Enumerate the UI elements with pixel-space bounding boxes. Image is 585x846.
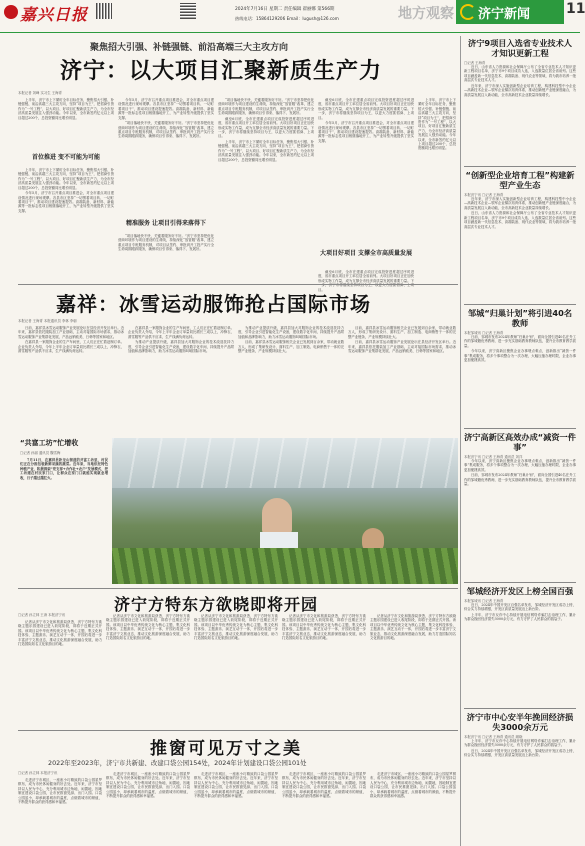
divider xyxy=(464,304,576,305)
jiaxiang-col3: 为推动产业提质升级，嘉祥县加大对服饰企业的技术改造扶持力度，引导企业引进智能化生产设备，建设数字化车间，持续提升产品附加值和品牌影响力，助力冰雪运动服饰叫响国际市场。 目前，嘉祥县冰雪运动服饰相关企业已发展到百余家，带动就业数万人，形成了集研发设计、面料生产、加工制造、电商销售于一体的完整产业链条，产业规模持续壮大。 xyxy=(238,326,344,354)
divider xyxy=(464,428,576,429)
dongfang-col3: 记者从济宁市文化和旅游局获悉，济宁方特东方欲晓主题乐园建设已进入收尾阶段，即将于近期正式开园。该项目以中华优秀传统文化为核心主题，集文化科技体验、主题游乐、演艺互动于一体，开园后将进一步丰富济宁文旅业态，推动文化旅游深度融合发展，助力打造国际知名文化旅游目的地。 xyxy=(194,614,278,641)
park-col1: 走进济宁市城区，一座座小巧精致的口袋公园星罗棋布，成为市民休闲健身的好去处。近年来，济宁市坚持以人民为中心，充分利用城市边角地、闲置地，因地制宜建设口袋公园，让市民推窗见绿、出门入园。口袋公园虽小，却承载着城市的温度，点缀着城市的颜值，不断提升群众的获得感和幸福感。 xyxy=(18,778,102,805)
sidebar-byline: □记者 王海青 xyxy=(464,61,486,65)
sidebar-title: 邹城“归巢计划”将引进40名教师 xyxy=(467,308,573,328)
divider xyxy=(18,284,458,285)
section-badge xyxy=(456,0,564,24)
sidebar-item-1 xyxy=(464,38,576,164)
divider xyxy=(18,730,458,731)
date-line: 2024年7月16日 星期二 责任编辑 翟丽娜 第566期 xyxy=(235,7,335,12)
lead-subhead-2: 精准服务 让项目引得来落得下 xyxy=(125,220,207,227)
sidebar-body: 近年来，济宁市深入实施创新型企业培育工程，构建科技型中小企业—高新技术企业—领军企业梯次培育体系，推动创新链产业链深度融合，为高质量发展注入新动能，全市高新技术企业数量持续增长。 近日，山东省人力资源和社会保障厅公布了全省专业技术人才知识更新工程项目名单，济宁市9个项目成功入选，入选数量位居全省前列。这些项目涵盖新一代信息技术、高端装备、现代农业等领域，将为我市培养一批高层次专业技术人才。 xyxy=(464,197,576,229)
dongfang-headline: 济宁方特东方欲晓即将开园 xyxy=(114,595,319,614)
greenhouse-photo xyxy=(112,438,458,584)
lead-col2: 今年5月，济宁市召开重点项目推进会，对全市重点项目建设情况进行现场观摩。各县市区坚持“一切围着项目转、一切盯着项目干”，推动项目建设提速提效。高端装备、新材料、新能源等一批标志性项目相继落地开工，为产业转型升级提供了坚实支撑。 “项目落地快不快，关键看服务好不好。”济宁市坚持把优化营商环境作为项目建设的生命线，持续深化“放管服”改革，建立重点项目专班服务机制，对项目从签约、审批到开工投产实行全生命周期跟踪服务，确保项目引得来、落得下、发展好。 xyxy=(118,98,214,139)
sidebar-byline: 本报邹城讯 □记者 王海青 xyxy=(464,331,504,335)
jiaxiang-col4: 目前，嘉祥县冰雪运动服饰相关企业已发展到百余家，带动就业数万人，形成了集研发设计、面料生产、加工制造、电商销售于一体的完整产业链条，产业规模持续壮大。 日前，嘉祥县冰雪运动服饰产业发展论坛在县经济开发区举行。近年来，嘉祥县依托服装加工产业基础，主动对接国际市场需求，推动冰雪运动服饰产业集群化发展，产品远销欧美、日韩等国家和地区。 xyxy=(348,326,456,354)
sidebar-body: 近日，山东省人力资源和社会保障厅公布了全省专业技术人才知识更新工程项目名单，济宁市9个项目成功入选，入选数量位居全省前列。这些项目涵盖新一代信息技术、高端装备、现代农业等领域，将为我市培养一批高层次专业技术人才。 近年来，济宁市深入实施创新型企业培育工程，构建科技型中小企业—高新技术企业—领军企业梯次培育体系，推动创新链产业链深度融合，为高质量发展注入新动能，全市高新技术企业数量持续增长。 xyxy=(464,65,576,97)
greenhouse-byline: □记者 孙丽 通讯员 魏雪梅 xyxy=(20,451,61,455)
sidebar-body: 近日，2024年中国开发区百强名单发布，邹城经济开发区成功上榜，综合实力持续增强，开发区高质量发展迈上新台阶。 上半年，济宁市反诈中心持续开展电信网络诈骗打击治理工作，累计为群众挽回经济损失3000余万元，有力守护了人民群众的钱袋子。 xyxy=(464,603,576,622)
lead-subhead-3: 大项目好项目 支撑全市高质量发展 xyxy=(319,250,413,257)
sidebar-border xyxy=(460,36,461,846)
sidebar-item-6 xyxy=(464,712,576,844)
sidebar-title: 济宁市中心安半年挽回经济损失3000余万元 xyxy=(466,712,574,732)
greenhouse-body: 7月11日，在嘉祥县卧龙山街道的共富工坊里，村民们正在分拣包装新鲜采摘的蔬菜。近年来，当地依托特色种植产业，积极探索“党支部+合作社+农户”发展模式，把工坊建在村民家门口，让群众在家门口就能实现就业增收，日子越过越红火。 xyxy=(20,458,108,480)
sidebar-item-4 xyxy=(464,432,576,578)
sidebar-byline: 本报邹城讯 □记者 王海青 xyxy=(464,599,504,603)
park-headline: 推窗可见万寸之美 xyxy=(150,739,302,759)
lead-col2b: “项目落地快不快，关键看服务好不好。”济宁市坚持把优化营商环境作为项目建设的生命线，持续深化“放管服”改革，建立重点项目专班服务机制，对项目从签约、审批到开工投产实行全生命周期跟踪服务，确保项目引得来、落得下、发展好。 xyxy=(118,234,214,252)
jiaxiang-headline: 嘉祥：冰雪运动服饰抢占国际市场 xyxy=(56,292,371,316)
divider xyxy=(464,582,576,583)
masthead xyxy=(0,0,585,36)
masthead-rule xyxy=(0,32,580,33)
park-col5: 走进济宁市城区，一座座小巧精致的口袋公园星罗棋布，成为市民休闲健身的好去处。近年来，济宁市坚持以人民为中心，充分利用城市边角地、闲置地，因地制宜建设口袋公园，让市民推窗见绿、出门入园。口袋公园虽小，却承载着城市的温度，点缀着城市的颜值，不断提升群众的获得感和幸福感。 xyxy=(370,772,456,799)
contact-line: 热线电话：15864129206 Email：lugush@126.com xyxy=(235,16,339,21)
swirl-icon xyxy=(460,4,476,20)
park-col4: 走进济宁市城区，一座座小巧精致的口袋公园星罗棋布，成为市民休闲健身的好去处。近年来，济宁市坚持以人民为中心，充分利用城市边角地、闲置地，因地制宜建设口袋公园，让市民推窗见绿、出门入园。口袋公园虽小，却承载着城市的温度，点缀着城市的颜值，不断提升群众的获得感和幸福感。 xyxy=(282,772,366,799)
crop-rows xyxy=(112,548,458,584)
greenhouse-title: “共富工坊”忙增收 xyxy=(20,439,79,447)
lead-col1b: 上半年，济宁市上下紧盯全年目标任务，聚焦招大引强、补链强链、前沿高端三大主攻方向，坚持“项目为王”，把招商引资作为“一号工程”，以大项目、好项目汇聚新质生产力，为全市经济高质量发展注入强劲动能。今年以来，全市新签约亿元以上项目超过200个，总投资额同比增长明显。 今年5月，济宁市召开重点项目推进会，对全市重点项目建设情况进行现场观摩。各县市区坚持“一切围着项目转、一切盯着项目干”，推动项目建设提速提效。高端装备、新材料、新能源等一批标志性项目相继落地开工，为产业转型升级提供了坚实支撑。 xyxy=(18,168,114,213)
dongfang-col5: 记者从济宁市文化和旅游局获悉，济宁方特东方欲晓主题乐园建设已进入收尾阶段，即将于近期正式开园。该项目以中华优秀传统文化为核心主题，集文化科技体验、主题游乐、演艺互动于一体，开园后将进一步丰富济宁文旅业态，推动文化旅游深度融合发展，助力打造国际知名文化旅游目的地。 xyxy=(370,614,456,641)
divider xyxy=(18,588,458,589)
sidebar-title: “创新型企业培育工程”构建新型产业生态 xyxy=(465,170,575,190)
sidebar-title: 济宁9项目入选省专业技术人才知识更新工程 xyxy=(468,38,572,58)
qr-code xyxy=(180,3,196,19)
dongfang-col1: 记者从济宁市文化和旅游局获悉，济宁方特东方欲晓主题乐园建设已进入收尾阶段，即将于近期正式开园。该项目以中华优秀传统文化为核心主题，集文化科技体验、主题游乐、演艺互动于一体，开园后将进一步丰富济宁文旅业态，推动文化旅游深度融合发展，助力打造国际知名文化旅游目的地。 xyxy=(18,620,102,647)
lead-col4: 截至6月底，全市在建重点项目完成投资进度超过序时进度，省市重点项目开工率位居全省前列。大项目好项目正在加快形成实物工作量，成为支撑全市经济高质量发展的重要力量。下一步，济宁市将继续坚持项目为王，以更大力度抓招商、上项目。 今年5月，济宁市召开重点项目推进会，对全市重点项目建设情况进行现场观摩。各县市区坚持“一切围着项目转、一切盯着项目干”，推动项目建设提速提效。高端装备、新材料、新能源等一批标志性项目相继落地开工，为产业转型升级提供了坚实支撑。 xyxy=(318,98,414,143)
page-number: 11 xyxy=(566,1,585,17)
dongfang-col2: 记者从济宁市文化和旅游局获悉，济宁方特东方欲晓主题乐园建设已进入收尾阶段，即将于近期正式开园。该项目以中华优秀传统文化为核心主题，集文化科技体验、主题游乐、演艺互动于一体，开园后将进一步丰富济宁文旅业态，推动文化旅游深度融合发展，助力打造国际知名文化旅游目的地。 xyxy=(106,614,190,641)
sidebar-body: 上半年，济宁市反诈中心持续开展电信网络诈骗打击治理工作，累计为群众挽回经济损失3000余万元，有力守护了人民群众的钱袋子。 近日，2024年中国开发区百强名单发布，邹城经济开发区成功上榜，综合实力持续增强，开发区高质量发展迈上新台阶。 xyxy=(464,739,576,758)
sidebar-body: 日前，邹城市发布2024年教师“归巢计划”，面向全国引进40名在外工作的邹城籍优秀教师，进一步充实基础教育教师队伍，提升全市教育教学质量。 今年以来，济宁高新区聚焦企业办事堵点难点，创新推出“减资一件事”集成服务，将多个事项整合为一次办理，大幅压缩办理时限，企业办事更加便捷高效。 xyxy=(464,335,576,363)
park-deck: 2022年至2023年，济宁市共新建、改建口袋公园154处，2024年计划建设口袋公园101处 xyxy=(48,759,307,767)
lead-col1: 上半年，济宁市上下紧盯全年目标任务，聚焦招大引强、补链强链、前沿高端三大主攻方向，坚持“项目为王”，把招商引资作为“一号工程”，以大项目、好项目汇聚新质生产力，为全市经济高质量发展注入强劲动能。今年以来，全市新签约亿元以上项目超过200个，总投资额同比增长明显。 xyxy=(18,98,114,120)
sidebar-item-2 xyxy=(464,170,576,296)
section-label: 地方观察 xyxy=(398,6,454,22)
divider xyxy=(464,166,576,167)
dongfang-byline: □记者 孙立林 王涛 本报济宁讯 xyxy=(18,613,66,617)
sidebar-byline: 本报济宁讯 □记者 王海青 通讯员 刘洋 xyxy=(464,455,523,459)
lead-headline: 济宁：以大项目汇聚新质生产力 xyxy=(60,59,383,84)
park-col2: 走进济宁市城区，一座座小巧精致的口袋公园星罗棋布，成为市民休闲健身的好去处。近年来，济宁市坚持以人民为中心，充分利用城市边角地、闲置地，因地制宜建设口袋公园，让市民推窗见绿、出门入园。口袋公园虽小，却承载着城市的温度，点缀着城市的颜值，不断提升群众的获得感和幸福感。 xyxy=(106,772,190,799)
masthead-logo xyxy=(4,5,18,19)
worker-figure xyxy=(262,498,292,534)
lead-col3: “项目落地快不快，关键看服务好不好。”济宁市坚持把优化营商环境作为项目建设的生命线，持续深化“放管服”改革，建立重点项目专班服务机制，对项目从签约、审批到开工投产实行全生命周期跟踪服务，确保项目引得来、落得下、发展好。 截至6月底，全市在建重点项目完成投资进度超过序时进度，省市重点项目开工率位居全省前列。大项目好项目正在加快形成实物工作量，成为支撑全市经济高质量发展的重要力量。下一步，济宁市将继续坚持项目为王，以更大力度抓招商、上项目。 上半年，济宁市上下紧盯全年目标任务，聚焦招大引强、补链强链、前沿高端三大主攻方向，坚持“项目为王”，把招商引资作为“一号工程”，以大项目、好项目汇聚新质生产力，为全市经济高质量发展注入强劲动能。今年以来，全市新签约亿元以上项目超过200个，总投资额同比增长明显。 xyxy=(218,98,314,162)
dongfang-col4: 记者从济宁市文化和旅游局获悉，济宁方特东方欲晓主题乐园建设已进入收尾阶段，即将于近期正式开园。该项目以中华优秀传统文化为核心主题，集文化科技体验、主题游乐、演艺互动于一体，开园后将进一步丰富济宁文旅业态，推动文化旅游深度融合发展，助力打造国际知名文化旅游目的地。 xyxy=(282,614,366,641)
jiaxiang-col1: 日前，嘉祥县冰雪运动服饰产业发展论坛在县经济开发区举行。近年来，嘉祥县依托服装加工产业基础，主动对接国际市场需求，推动冰雪运动服饰产业集群化发展，产品远销欧美、日韩等国家和地区。 在嘉祥县一家服饰企业的生产车间里，工人们正在忙着赶制订单。企业负责人介绍，今年上半年企业订单量同比增长三成以上，冲锋衣、滑雪服等产品供不应求，生产线满负荷运转。 xyxy=(18,326,124,354)
park-byline: □记者 孙立林 本报济宁讯 xyxy=(18,771,58,775)
sidebar-title: 济宁高新区高效办成“减资一件事” xyxy=(464,432,576,452)
sidebar-title: 邹城经济开发区上榜全国百强 xyxy=(466,586,574,596)
jiaxiang-col2: 在嘉祥县一家服饰企业的生产车间里，工人们正在忙着赶制订单。企业负责人介绍，今年上半年企业订单量同比增长三成以上，冲锋衣、滑雪服等产品供不应求，生产线满负荷运转。 为推动产业提质升级，嘉祥县加大对服饰企业的技术改造扶持力度，引导企业引进智能化生产设备，建设数字化车间，持续提升产品附加值和品牌影响力，助力冰雪运动服饰叫响国际市场。 xyxy=(128,326,234,354)
lead-col4b: 截至6月底，全市在建重点项目完成投资进度超过序时进度，省市重点项目开工率位居全省前列。大项目好项目正在加快形成实物工作量，成为支撑全市经济高质量发展的重要力量。下一步，济宁市将继续坚持项目为王，以更大力度抓招商、上项目。 xyxy=(318,270,414,292)
sidebar-byline: 本报济宁讯 □记者 王海青 xyxy=(464,193,504,197)
section-name: 济宁新闻 xyxy=(478,7,531,22)
jiaxiang-byline: 本报记者 王海青 本报通讯员 李林 李朝 xyxy=(18,319,77,323)
sidebar-body: 今年以来，济宁高新区聚焦企业办事堵点难点，创新推出“减资一件事”集成服务，将多个事项整合为一次办理，大幅压缩办理时限，企业办事更加便捷高效。 日前，邹城市发布2024年教师“归巢计划”，面向全国引进40名在外工作的邹城籍优秀教师，进一步充实基础教育教师队伍，提升全市教育教学质量。 xyxy=(464,459,576,487)
park-col3: 走进济宁市城区，一座座小巧精致的口袋公园星罗棋布，成为市民休闲健身的好去处。近年来，济宁市坚持以人民为中心，充分利用城市边角地、闲置地，因地制宜建设口袋公园，让市民推窗见绿、出门入园。口袋公园虽小，却承载着城市的温度，点缀着城市的颜值，不断提升群众的获得感和幸福感。 xyxy=(194,772,278,799)
lead-kicker: 聚焦招大引强、补链强链、前沿高端三大主攻方向 xyxy=(90,43,289,53)
sidebar-byline: 本报济宁讯 □记者 王海青 通讯员 顾晓 xyxy=(464,735,523,739)
divider xyxy=(464,708,576,709)
lead-byline: 本报记者 刘峰 实习生 王海青 xyxy=(18,91,62,95)
greenhouse-roof xyxy=(112,438,458,488)
lead-subhead-1: 首位推进 变不可能为可能 xyxy=(31,154,101,161)
sidebar-item-3 xyxy=(464,308,576,428)
lead-col5: 上半年，济宁市上下紧盯全年目标任务，聚焦招大引强、补链强链、前沿高端三大主攻方向，坚持“项目为王”，把招商引资作为“一号工程”，以大项目、好项目汇聚新质生产力，为全市经济高质量发展注入强劲动能。今年以来，全市新签约亿元以上项目超过200个，总投资额同比增长明显。 xyxy=(418,98,456,151)
sidebar-item-5 xyxy=(464,586,576,706)
qr-code xyxy=(96,3,112,19)
paper-name: 嘉兴日报 xyxy=(20,5,89,24)
